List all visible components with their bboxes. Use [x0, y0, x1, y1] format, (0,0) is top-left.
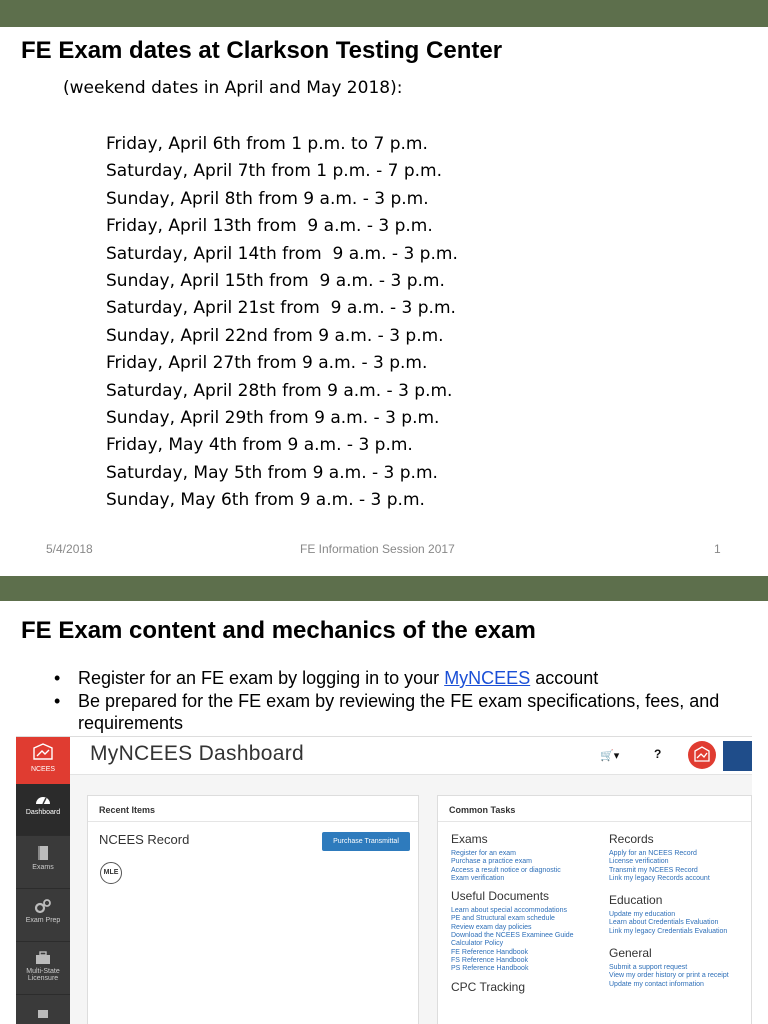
bullet-list [54, 667, 744, 735]
task-link[interactable]: FS Reference Handbook [451, 956, 529, 964]
account-menu-button[interactable] [723, 741, 752, 771]
exam-date-item: Saturday, April 28th from 9 a.m. - 3 p.m. [106, 380, 453, 401]
sidebar-item-multi-state-licensure[interactable] [16, 943, 70, 995]
slide-1 [0, 27, 768, 576]
task-link[interactable]: Download the NCEES Examinee Guide [451, 932, 574, 940]
sidebar-item-exams[interactable] [16, 837, 70, 889]
dashboard-sidebar [16, 737, 70, 1024]
sidebar-item-exam-prep[interactable] [16, 890, 70, 942]
task-link[interactable]: Update my contact information [609, 980, 704, 988]
myncees-link[interactable]: MyNCEES [444, 668, 531, 688]
myncees-dashboard-screenshot [16, 736, 752, 1024]
task-link[interactable]: Access a result notice or diagnostic [451, 866, 561, 874]
bullet-marker: • [54, 668, 61, 688]
exam-date-item: Saturday, April 7th from 1 p.m. - 7 p.m. [106, 161, 442, 182]
task-link[interactable]: Register for an exam [451, 850, 516, 857]
records-heading: Records [609, 832, 654, 846]
ncees-logo-label: NCEES [30, 766, 56, 773]
education-link-list [609, 911, 729, 936]
panel-heading: Recent Items [88, 796, 418, 822]
common-tasks-panel [437, 795, 752, 1024]
exam-date-item: Friday, April 6th from 1 p.m. to 7 p.m. [106, 134, 428, 154]
task-link[interactable]: Link my legacy Records account [609, 874, 710, 882]
tasks-column-left [451, 832, 574, 998]
avatar[interactable] [688, 741, 716, 769]
exam-date-item: Sunday, April 8th from 9 a.m. - 3 p.m. [106, 188, 429, 209]
task-link[interactable]: PS Reference Handbook [451, 965, 529, 973]
bullet-text: Be prepared for the FE exam by reviewing the FE exam specifications, fees, and requirements [78, 691, 720, 733]
tasks-column-right [609, 832, 729, 995]
slide-2-title: FE Exam content and mechanics of the exam [21, 617, 536, 644]
bullet-text: account [530, 668, 599, 688]
useful-documents-link-list [451, 907, 574, 973]
panel-heading: Common Tasks [438, 796, 751, 822]
slide-1-title: FE Exam dates at Clarkson Testing Center [21, 37, 503, 64]
slide-1-subtitle: (weekend dates in April and May 2018): [63, 78, 403, 98]
speedometer-icon [35, 792, 51, 806]
sidebar-item-label: Dashboard [25, 809, 61, 816]
user-avatar-icon [688, 741, 716, 769]
slide-divider-band [0, 576, 768, 601]
slide-footer-title: FE Information Session 2017 [300, 542, 455, 556]
exam-date-item: Saturday, April 21st from 9 a.m. - 3 p.m. [106, 298, 456, 319]
task-link[interactable]: License verification [609, 858, 669, 866]
mle-badge: MLE [100, 862, 122, 884]
slide-page-number: 1 [714, 542, 721, 556]
sidebar-item-label: Exam Prep [25, 917, 61, 924]
briefcase-icon [35, 951, 51, 965]
useful-documents-heading: Useful Documents [451, 889, 550, 904]
exam-date-item: Friday, May 4th from 9 a.m. - 3 p.m. [106, 435, 413, 456]
task-link[interactable]: Learn about special accommodations [451, 907, 567, 915]
records-link-list [609, 850, 729, 883]
task-link[interactable]: Exam verification [451, 874, 505, 882]
cpc-tracking-heading: CPC Tracking [451, 979, 526, 994]
help-icon[interactable]: ? [654, 747, 662, 761]
cart-icon[interactable]: 🛒▾ [600, 750, 620, 762]
bullet-item [54, 690, 744, 734]
recent-items-panel [87, 795, 419, 1024]
task-link[interactable]: Apply for an NCEES Record [609, 850, 697, 857]
education-heading: Education [609, 893, 663, 908]
sidebar-item-more[interactable] [16, 996, 70, 1024]
ncees-record-title: NCEES Record [99, 832, 190, 847]
slide-footer-date: 5/4/2018 [46, 542, 93, 556]
exam-date-item: Friday, April 13th from 9 a.m. - 3 p.m. [106, 216, 433, 237]
exams-link-list [451, 850, 574, 883]
book-icon [36, 845, 50, 861]
task-link[interactable]: FE Reference Handbook [451, 948, 529, 956]
task-link[interactable]: Review exam day policies [451, 923, 532, 931]
task-link[interactable]: View my order history or print a receipt [609, 972, 729, 980]
exam-date-item: Friday, April 27th from 9 a.m. - 3 p.m. [106, 353, 428, 374]
task-link[interactable]: Link my legacy Credentials Evaluation [609, 927, 728, 935]
exam-date-item: Sunday, May 6th from 9 a.m. - 3 p.m. [106, 490, 425, 511]
slide-divider-band [0, 0, 768, 27]
exam-date-item: Sunday, April 29th from 9 a.m. - 3 p.m. [106, 407, 440, 428]
task-link[interactable]: Transmit my NCEES Record [609, 866, 698, 874]
bullet-marker: • [54, 691, 61, 711]
sidebar-item-label: Multi-State Licensure [26, 968, 60, 982]
task-link[interactable]: Learn about Credentials Evaluation [609, 919, 719, 927]
dashboard-header [70, 737, 752, 775]
menu-item-icon [35, 1004, 51, 1018]
gears-icon [34, 898, 52, 914]
task-link[interactable]: Submit a support request [609, 964, 688, 972]
ncees-logo-icon [31, 742, 55, 764]
exam-date-list [106, 131, 458, 514]
ncees-logo [16, 737, 70, 784]
task-link[interactable]: Purchase a practice exam [451, 858, 532, 866]
exam-date-item: Saturday, April 14th from 9 a.m. - 3 p.m. [106, 243, 458, 264]
dashboard-title: MyNCEES Dashboard [90, 742, 305, 765]
slide-2 [0, 601, 768, 1024]
exam-date-item: Saturday, May 5th from 9 a.m. - 3 p.m. [106, 462, 438, 483]
exams-heading: Exams [451, 832, 488, 846]
task-link[interactable]: Calculator Policy [451, 940, 504, 948]
exam-date-item: Sunday, April 15th from 9 a.m. - 3 p.m. [106, 270, 445, 291]
sidebar-item-label: Exams [32, 864, 54, 871]
general-link-list [609, 964, 729, 989]
sidebar-item-dashboard[interactable] [16, 784, 70, 836]
bullet-text: Register for an FE exam by logging in to your [78, 668, 445, 688]
purchase-transmittal-button[interactable]: Purchase Transmittal [322, 832, 410, 851]
bullet-item [54, 667, 744, 689]
general-heading: General [609, 946, 652, 961]
task-link[interactable]: PE and Structural exam schedule [451, 915, 555, 923]
task-link[interactable]: Update my education [609, 911, 676, 919]
exam-date-item: Sunday, April 22nd from 9 a.m. - 3 p.m. [106, 325, 444, 346]
